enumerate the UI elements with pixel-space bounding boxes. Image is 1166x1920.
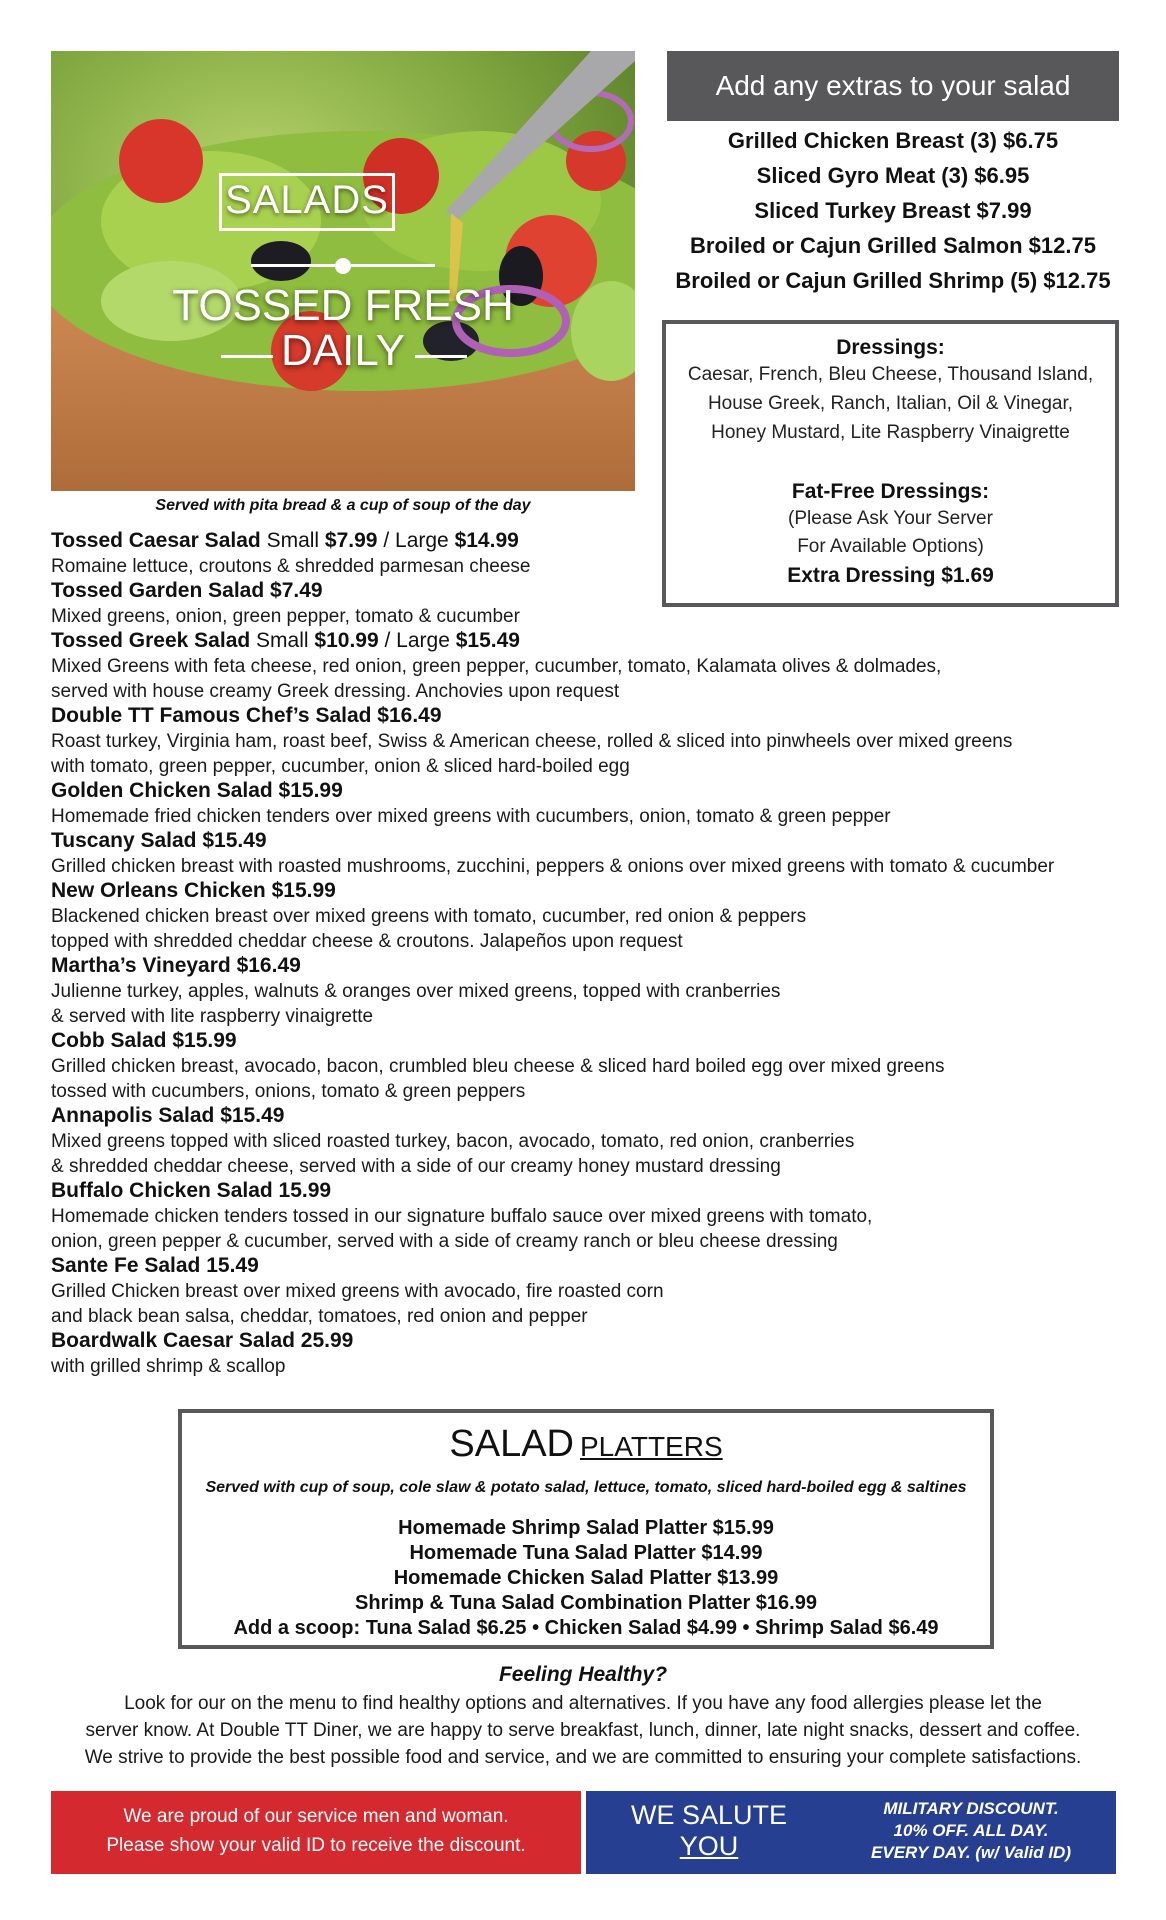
extra-item: Broiled or Cajun Grilled Salmon $12.75 bbox=[690, 233, 1096, 258]
salad-title bbox=[51, 529, 519, 553]
salad-description: Homemade chicken tenders tossed in our signature buffalo sauce over mixed greens with tomato, bbox=[51, 1206, 873, 1227]
service-banner-line: Please show your valid ID to receive the discount. bbox=[106, 1835, 526, 1856]
military-discount-line: EVERY DAY. (w/ Valid ID) bbox=[871, 1843, 1071, 1862]
hero-subtitle-line2: DAILY bbox=[281, 326, 405, 375]
size-label: Small bbox=[256, 629, 309, 652]
salad-title: Tuscany Salad $15.49 bbox=[51, 829, 267, 852]
salad-title: Cobb Salad $15.99 bbox=[51, 1029, 237, 1052]
salad-title bbox=[51, 629, 520, 653]
served-note: Served with pita bread & a cup of soup of the day bbox=[155, 497, 531, 514]
salad-description: tossed with cucumbers, onions, tomato & green peppers bbox=[51, 1081, 526, 1102]
salad-title: Buffalo Chicken Salad 15.99 bbox=[51, 1179, 332, 1202]
healthy-text: server know. At Double TT Diner, we are happy to serve breakfast, lunch, dinner, late night snacks, dessert and coffee. bbox=[85, 1720, 1081, 1741]
hero-divider-left bbox=[251, 264, 335, 267]
salad-description: Grilled chicken breast, avocado, bacon, crumbled bleu cheese & sliced hard boiled egg over mixed greens bbox=[51, 1056, 945, 1077]
salad-description: served with house creamy Greek dressing. Anchovies upon request bbox=[51, 681, 620, 702]
dressings-line: Caesar, French, Bleu Cheese, Thousand Island, bbox=[687, 364, 1094, 385]
platters-title bbox=[182, 1423, 990, 1466]
salad-title: Boardwalk Caesar Salad 25.99 bbox=[51, 1329, 354, 1352]
salad-description: Grilled Chicken breast over mixed greens with avocado, fire roasted corn bbox=[51, 1281, 664, 1302]
platter-item: Homemade Tuna Salad Platter $14.99 bbox=[409, 1542, 763, 1564]
healthy-text: We strive to provide the best possible food and service, and we are committed to ensuring your complete satisfactions. bbox=[84, 1747, 1082, 1768]
extra-item: Sliced Turkey Breast $7.99 bbox=[754, 198, 1032, 223]
platters-title-small: PLATTERS bbox=[580, 1431, 723, 1462]
salad-description: Mixed greens topped with sliced roasted turkey, bacon, avocado, tomato, red onion, cranberries bbox=[51, 1131, 855, 1152]
dressings-box bbox=[662, 320, 1119, 607]
salad-description: Homemade fried chicken tenders over mixed greens with cucumbers, onion, tomato & green pepper bbox=[51, 806, 891, 827]
fat-free-line: For Available Options) bbox=[797, 536, 984, 557]
salute-line2: YOU bbox=[679, 1831, 739, 1861]
separator: / bbox=[384, 629, 391, 652]
service-banner bbox=[51, 1791, 581, 1874]
hero-rule-right bbox=[415, 355, 467, 358]
size-label: Large bbox=[395, 529, 449, 552]
price: $14.99 bbox=[454, 529, 519, 552]
price: $7.99 bbox=[324, 529, 378, 552]
healthy-text: Look for our on the menu to find healthy options and alternatives. If you have any food allergies please let the bbox=[124, 1693, 1042, 1714]
platter-item: Shrimp & Tuna Salad Combination Platter $16.99 bbox=[355, 1592, 817, 1614]
salad-title: Sante Fe Salad 15.49 bbox=[51, 1254, 259, 1277]
extra-item: Sliced Gyro Meat (3) $6.95 bbox=[756, 163, 1030, 188]
hero-divider-dot bbox=[335, 258, 351, 274]
extra-item: Broiled or Cajun Grilled Shrimp (5) $12.75 bbox=[675, 268, 1111, 293]
salad-title: New Orleans Chicken $15.99 bbox=[51, 879, 336, 902]
extras-header: Add any extras to your salad bbox=[667, 51, 1119, 121]
salad-description: & shredded cheddar cheese, served with a side of our creamy honey mustard dressing bbox=[51, 1156, 781, 1177]
salad-description: topped with shredded cheddar cheese & croutons. Jalapeños upon request bbox=[51, 931, 683, 952]
fat-free-title: Fat-Free Dressings: bbox=[791, 480, 990, 503]
service-banner-line: We are proud of our service men and woman. bbox=[123, 1806, 509, 1827]
platters-box bbox=[178, 1409, 994, 1649]
salad-description: Grilled chicken breast with roasted mushrooms, zucchini, peppers & onions over mixed greens with tomato & cucumber bbox=[51, 856, 1055, 877]
salad-description: Roast turkey, Virginia ham, roast beef, Swiss & American cheese, rolled & sliced into pinwheels over mixed greens bbox=[51, 731, 1013, 752]
hero-divider-right bbox=[351, 264, 435, 267]
size-label: Small bbox=[266, 529, 320, 552]
platter-add-scoop: Add a scoop: Tuna Salad $6.25 • Chicken Salad $4.99 • Shrimp Salad $6.49 bbox=[233, 1617, 939, 1639]
salad-description: and black bean salsa, cheddar, tomatoes, red onion and pepper bbox=[51, 1306, 588, 1327]
salad-title: Annapolis Salad $15.49 bbox=[51, 1104, 285, 1127]
size-label: Large bbox=[396, 629, 450, 652]
salad-name: Tossed Caesar Salad bbox=[51, 529, 261, 552]
salad-description: & served with lite raspberry vinaigrette bbox=[51, 1006, 374, 1027]
military-discount-line: MILITARY DISCOUNT. bbox=[883, 1799, 1059, 1818]
salad-description: Mixed Greens with feta cheese, red onion, green pepper, cucumber, tomato, Kalamata olives & dolmades, bbox=[51, 656, 942, 677]
hero-title: SALADS bbox=[225, 178, 389, 222]
platter-item: Homemade Shrimp Salad Platter $15.99 bbox=[398, 1517, 774, 1539]
dressings-line: House Greek, Ranch, Italian, Oil & Vinegar, bbox=[707, 393, 1074, 414]
salad-title: Double TT Famous Chef’s Salad $16.49 bbox=[51, 704, 442, 727]
salad-description: Mixed greens, onion, green pepper, tomato & cucumber bbox=[51, 606, 520, 627]
salad-name: Tossed Greek Salad bbox=[51, 629, 251, 652]
salute-line1: WE SALUTE bbox=[630, 1800, 788, 1830]
platter-item: Homemade Chicken Salad Platter $13.99 bbox=[393, 1567, 779, 1589]
platters-title-big: SALAD bbox=[449, 1423, 574, 1465]
salad-description: Romaine lettuce, croutons & shredded parmesan cheese bbox=[51, 556, 531, 577]
price: $15.49 bbox=[455, 629, 520, 652]
healthy-title: Feeling Healthy? bbox=[498, 1663, 668, 1686]
salad-title: Golden Chicken Salad $15.99 bbox=[51, 779, 343, 802]
separator: / bbox=[383, 529, 390, 552]
salad-description: with grilled shrimp & scallop bbox=[51, 1356, 286, 1377]
dressings-line: Honey Mustard, Lite Raspberry Vinaigrette bbox=[711, 422, 1070, 443]
extra-dressing-price: Extra Dressing $1.69 bbox=[787, 564, 994, 587]
military-discount-line: 10% OFF. ALL DAY. bbox=[893, 1821, 1049, 1840]
military-banner bbox=[586, 1791, 1116, 1874]
extra-item: Grilled Chicken Breast (3) $6.75 bbox=[727, 128, 1059, 153]
salad-description: Julienne turkey, apples, walnuts & oranges over mixed greens, topped with cranberries bbox=[51, 981, 781, 1002]
dressings-title: Dressings: bbox=[836, 336, 945, 359]
salad-description: Blackened chicken breast over mixed greens with tomato, cucumber, red onion & peppers bbox=[51, 906, 807, 927]
fat-free-line: (Please Ask Your Server bbox=[788, 508, 993, 529]
salad-description: with tomato, green pepper, cucumber, onion & sliced hard-boiled egg bbox=[51, 756, 630, 777]
price: $10.99 bbox=[314, 629, 379, 652]
hero-subtitle-line1: TOSSED FRESH bbox=[172, 281, 514, 330]
platters-note: Served with cup of soup, cole slaw & potato salad, lettuce, tomato, sliced hard-boiled egg & saltines bbox=[205, 1479, 967, 1496]
salad-title: Martha’s Vineyard $16.49 bbox=[51, 954, 301, 977]
salad-title: Tossed Garden Salad $7.49 bbox=[51, 579, 323, 602]
salad-description: onion, green pepper & cucumber, served with a side of creamy ranch or bleu cheese dressing bbox=[51, 1231, 838, 1252]
hero-salad-image bbox=[51, 51, 635, 491]
